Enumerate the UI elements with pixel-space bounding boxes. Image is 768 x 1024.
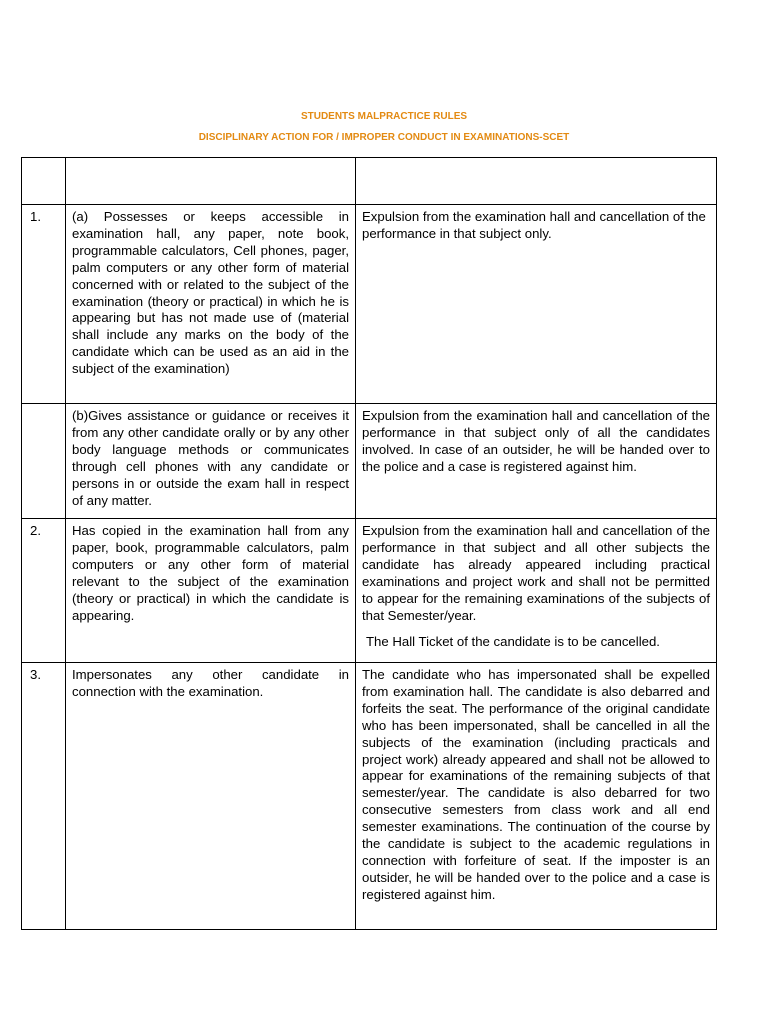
document-title: STUDENTS MALPRACTICE RULES bbox=[300, 111, 468, 122]
row-number: 3. bbox=[22, 663, 66, 930]
row-number: 2. bbox=[22, 519, 66, 663]
table-row bbox=[22, 663, 717, 930]
offence-cell: Impersonates any other candidate in connection with the examination. bbox=[66, 663, 356, 930]
header-cell-offence bbox=[66, 158, 356, 205]
punishment-note: The Hall Ticket of the candidate is to be cancelled. bbox=[366, 634, 660, 650]
table-row bbox=[22, 404, 717, 519]
table-header-row bbox=[22, 158, 717, 205]
punishment-cell: The candidate who has impersonated shall be expelled from examination hall. The candidate is also debarred and forfeits the seat. The performance of the original candidate who has been impersonated, shall be cancelled in all the subjects of the examination (including practicals and project work) already appeared and shall not be allowed to appear for examinations of the remaining subjects of that semester/year. The candidate is also debarred for two consecutive semesters from class work and all end semester examinations. The continuation of the course by the candidate is subject to the academic regulations in connection with forfeiture of seat. If the imposter is an outsider, he will be handed over to the police and a case is registered against him. bbox=[356, 663, 717, 930]
document-subtitle: DISCIPLINARY ACTION FOR / IMPROPER CONDUCT IN EXAMINATIONS-SCET bbox=[198, 132, 570, 143]
row-number bbox=[22, 404, 66, 519]
punishment-text: Expulsion from the examination hall and cancellation of the performance in that subject and all other subjects the candidate has already appeared including practical examinations and project work and shall not be permitted to appear for the remaining examinations of the subjects of that Semester/year. bbox=[362, 523, 710, 623]
offence-cell: (b)Gives assistance or guidance or receives it from any other candidate orally or by any other body language methods or communicates through cell phones with any candidate or persons in or outside the exam hall in respect of any matter. bbox=[66, 404, 356, 519]
table-row bbox=[22, 519, 717, 663]
offence-cell: (a) Possesses or keeps accessible in examination hall, any paper, note book, programmable calculators, Cell phones, pager, palm computers or any other form of material concerned with or related to the subject of the examination (theory or practical) in which he is appearing but has not made use of (material shall include any marks on the body of the candidate which can be used as an aid in the subject of the examination) bbox=[66, 205, 356, 404]
offence-cell: Has copied in the examination hall from any paper, book, programmable calculators, palm computers or any other form of material relevant to the subject of the examination (theory or practical) in which the candidate is appearing. bbox=[66, 519, 356, 663]
punishment-cell: Expulsion from the examination hall and cancellation of the performance in that subject only of all the candidates involved. In case of an outsider, he will be handed over to the police and a case is registered against him. bbox=[356, 404, 717, 519]
malpractice-rules-table bbox=[21, 157, 717, 930]
header-cell-number bbox=[22, 158, 66, 205]
header-cell-punishment bbox=[356, 158, 717, 205]
row-number: 1. bbox=[22, 205, 66, 404]
punishment-cell: Expulsion from the examination hall and cancellation of the performance in that subject only. bbox=[356, 205, 717, 404]
punishment-cell bbox=[356, 519, 717, 663]
table-row bbox=[22, 205, 717, 404]
